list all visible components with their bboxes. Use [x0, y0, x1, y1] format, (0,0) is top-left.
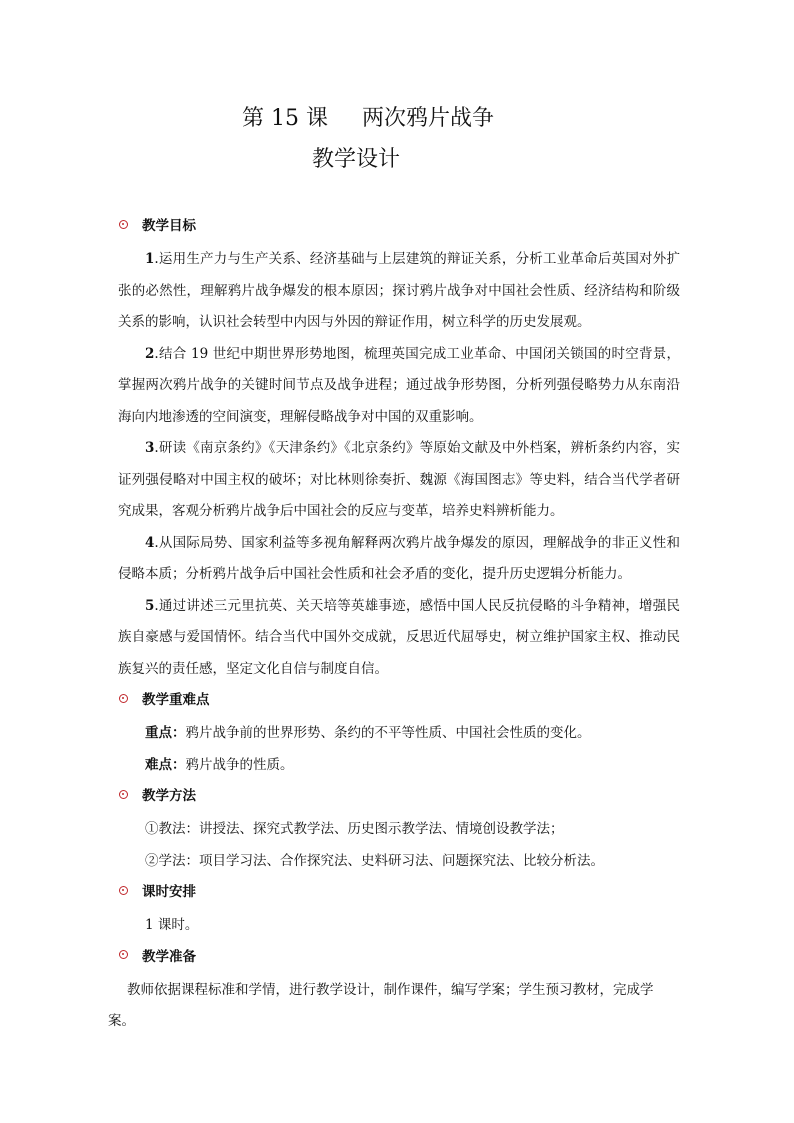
circle-dot-icon [119, 694, 128, 703]
lesson-number: 第 15 课 [242, 106, 328, 131]
circle-dot-icon [119, 950, 128, 959]
schedule-text: 1 课时。 [145, 917, 199, 933]
objective-item: 3.研读《南京条约》《天津条约》《北京条约》等原始文献及中外档案，辨析条约内容，实证列强侵略对中国主权的破坏；对比林则徐奏折、魏源《海国图志》等史料，结合当代学者研究成果，客观分析鸦片战争后中国社会的反应与变革，培养史料辨析能力。 [118, 440, 680, 519]
difficult-point: 难点：鸦片战争的性质。 [145, 756, 294, 773]
preparation-text: 教师依据课程标准和学情，进行教学设计，制作课件，编写学案；学生预习教材，完成学案。 [108, 981, 654, 1029]
circle-dot-icon [119, 790, 128, 799]
lesson-title [242, 104, 494, 134]
section-heading: 教学重难点 [118, 687, 680, 709]
section-heading: 教学目标 [118, 213, 680, 235]
lesson-topic: 两次鸦片战争 [361, 106, 494, 131]
objective-item: 5.通过讲述三元里抗英、关天培等英雄事迹，感悟中国人民反抗侵略的斗争精神，增强民族自豪感与爱国情怀。结合当代中国外交成就，反思近代屈辱史，树立维护国家主权、推动民族复兴的责任感，坚定文化自信与制度自信。 [118, 597, 680, 677]
section-methods [118, 783, 680, 877]
circle-dot-icon [119, 886, 128, 895]
section-preparation [108, 944, 680, 1038]
section-heading: 课时安排 [118, 879, 680, 901]
page-subtitle: 教学设计 [312, 147, 401, 172]
objective-item: 2.结合 19 世纪中期世界形势地图，梳理英国完成工业革命、中国闭关锁国的时空背景，掌握两次鸦片战争的关键时间节点及战争进程；通过战争形势图，分析列强侵略势力从东南沿海向内地渗透的空间演变，理解侵略战争对中国的双重影响。 [118, 345, 680, 425]
section-heading: 教学方法 [118, 783, 680, 805]
objective-item: 4.从国际局势、国家利益等多视角解释两次鸦片战争爆发的原因，理解战争的非正义性和侵略本质；分析鸦片战争后中国社会性质和社会矛盾的变化，提升历史逻辑分析能力。 [118, 534, 680, 582]
section-key-points [118, 687, 680, 781]
teaching-method: ①教法：讲授法、探究式教学法、历史图示教学法、情境创设教学法； [145, 821, 564, 837]
section-objectives [118, 213, 680, 685]
circle-dot-icon [119, 220, 128, 229]
objective-item: 1.运用生产力与生产关系、经济基础与上层建筑的辩证关系，分析工业革命后英国对外扩张的必然性，理解鸦片战争爆发的根本原因；探讨鸦片战争对中国社会性质、经济结构和阶级关系的影响，认识社会转型中内因与外因的辩证作用，树立科学的历史发展观。 [118, 251, 680, 330]
section-schedule [118, 879, 680, 942]
document-body [108, 213, 680, 1040]
key-point: 重点：鸦片战争前的世界形势、条约的不平等性质、中国社会性质的变化。 [145, 725, 591, 741]
learning-method: ②学法：项目学习法、合作探究法、史料研习法、问题探究法、比较分析法。 [145, 852, 604, 869]
section-heading: 教学准备 [118, 944, 680, 966]
